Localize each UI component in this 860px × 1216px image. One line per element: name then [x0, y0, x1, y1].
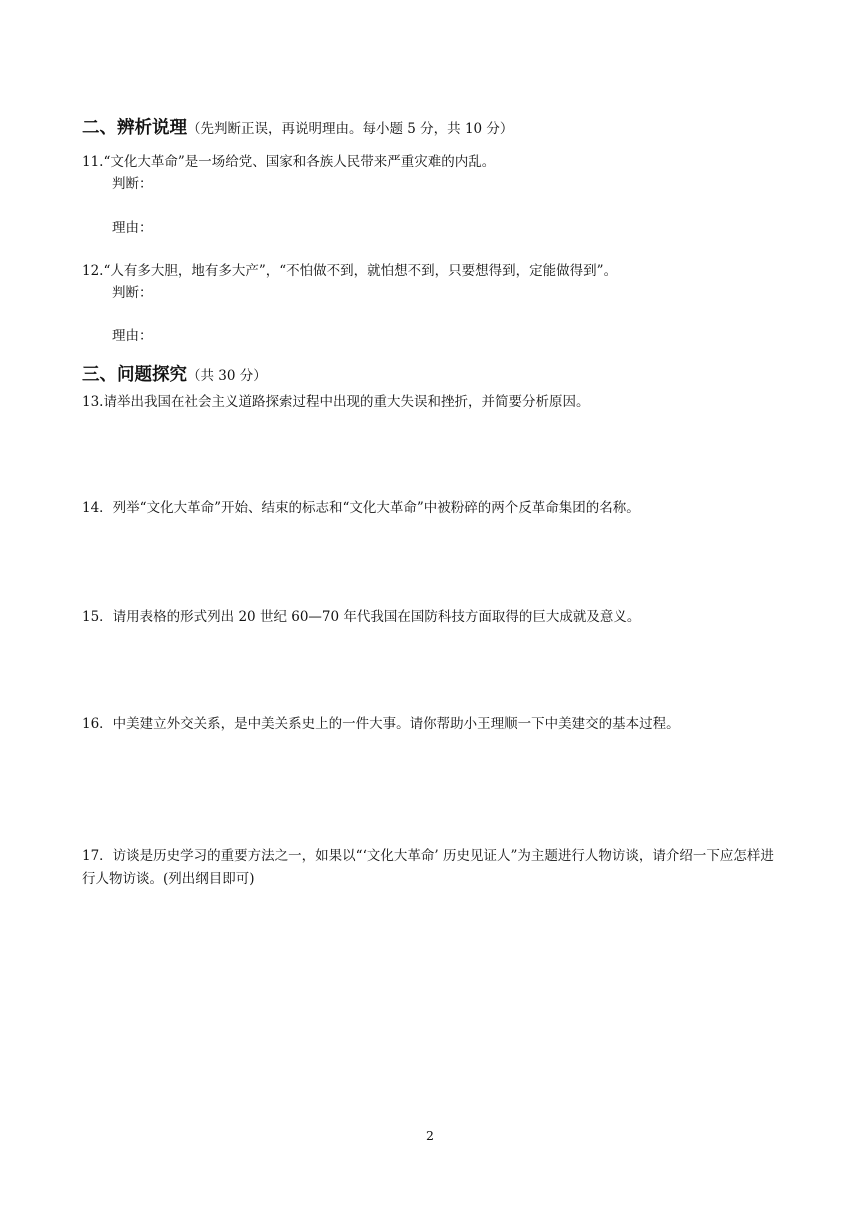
section-3-heading [82, 365, 267, 386]
question-17: 17．访谈是历史学习的重要方法之一，如果以“‘文化大革命’ 历史见证人”为主题进行人物访谈，请介绍一下应怎样进行人物访谈。(列出纲目即可) [82, 848, 774, 887]
section-2-note: （先判断正误，再说明理由。每小题 5 分，共 10 分） [187, 121, 514, 137]
section-2-heading [82, 118, 513, 139]
question-12-judge-label: 判断： [112, 285, 153, 301]
question-11-reason-label: 理由： [112, 220, 153, 236]
question-11: 11.“文化大革命”是一场给党、国家和各族人民带来严重灾难的内乱。 [82, 154, 496, 170]
question-14: 14．列举“文化大革命”开始、结束的标志和“文化大革命”中被粉碎的两个反革命集团的名称。 [82, 500, 640, 516]
page-number: 2 [426, 1128, 434, 1143]
question-11-judge-label: 判断： [112, 176, 153, 192]
section-2-title: 二、辨析说理 [82, 118, 187, 138]
section-3-title: 三、问题探究 [82, 365, 187, 385]
question-15: 15．请用表格的形式列出 20 世纪 60—70 年代我国在国防科技方面取得的巨大成就及意义。 [82, 609, 641, 625]
question-12: 12.“人有多大胆，地有多大产”，“不怕做不到，就怕想不到，只要想得到，定能做得到”。 [82, 263, 618, 279]
question-16: 16．中美建立外交关系，是中美关系史上的一件大事。请你帮助小王理顺一下中美建交的基本过程。 [82, 716, 680, 732]
question-13: 13.请举出我国在社会主义道路探索过程中出现的重大失误和挫折，并简要分析原因。 [82, 394, 590, 410]
question-12-reason-label: 理由： [112, 328, 153, 344]
section-3-note: （共 30 分） [187, 368, 267, 384]
